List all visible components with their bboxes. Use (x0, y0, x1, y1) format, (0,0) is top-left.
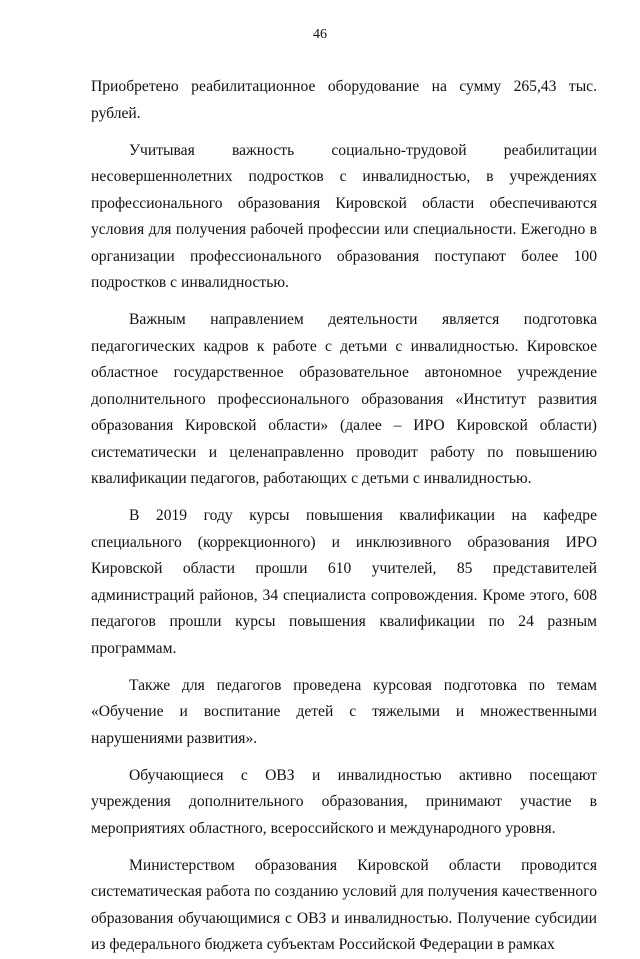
page-number: 46 (313, 27, 327, 42)
paragraph-courses-2019: В 2019 году курсы повышения квалификации на кафедре специального (коррекционного) и инклюзивного образования ИРО Кировской области прошли 610 учителей, 85 представителей администраций районов, 34 специалиста сопровождения. Кроме этого, 608 педагогов прошли курсы повышения квалификации по 24 разным программам. (91, 507, 597, 657)
paragraph-additional-education: Обучающиеся с ОВЗ и инвалидностью активно посещают учреждения дополнительного образования, принимают участие в мероприятиях областного, всероссийского и международного уровня. (91, 766, 597, 837)
paragraph-teacher-training: Важным направлением деятельности является подготовка педагогических кадров к работе с детьми с инвалидностью. Кировское областное государственное образовательное автономное учреждение дополнительного профессионального образования «Институт развития образования Кировской области» (далее – ИРО Кировской области) систематически и целенаправленно проводит работу по повышению квалификации педагогов, работающих с детьми с инвалидностью. (91, 311, 597, 487)
paragraph-vocational-rehabilitation: Учитывая важность социально-трудовой реабилитации несовершеннолетних подростков с инвалидностью, в учреждениях профессионального образования Кировской области обеспечиваются условия для получения рабочей профессии или специальности. Ежегодно в организации профессионального образования поступают более 100 подростков с инвалидностью. (91, 141, 597, 291)
paragraph-ministry-work: Министерством образования Кировской области проводится систематическая работа по созданию условий для получения качественного образования обучающимися с ОВЗ и инвалидностью. Получение субсидии из федерального бюджета субъектам Российской Федерации в рамках (91, 856, 597, 953)
paragraph-equipment: Приобретено реабилитационное оборудование на сумму 265,43 тыс. рублей. (91, 78, 597, 122)
paragraph-course-topics: Также для педагогов проведена курсовая подготовка по темам «Обучение и воспитание детей с тяжелыми и множественными нарушениями развития». (91, 676, 597, 747)
document-body (91, 74, 597, 959)
